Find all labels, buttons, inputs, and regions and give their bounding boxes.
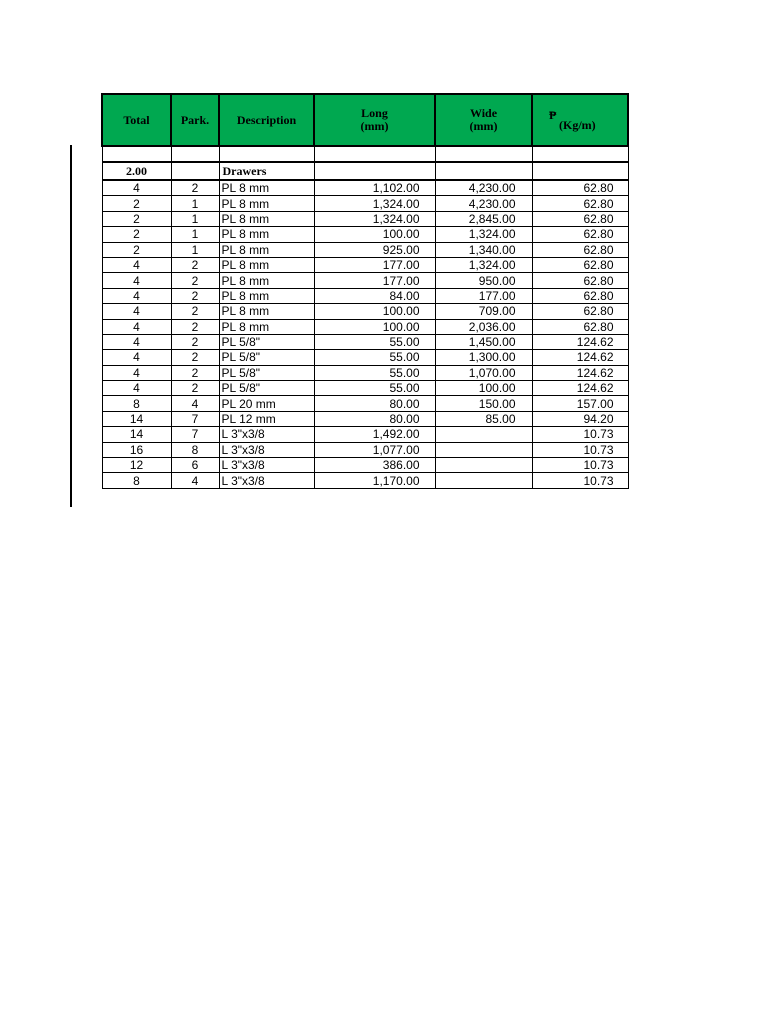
- cell-park: 1: [171, 196, 219, 211]
- cell-wide: 100.00: [435, 381, 532, 396]
- cell-weight: 10.73: [532, 427, 628, 442]
- cell-description: PL 5/8": [219, 381, 314, 396]
- cell-total: 2: [102, 227, 171, 242]
- cell-long: 80.00: [314, 396, 435, 411]
- cell-description: PL 8 mm: [219, 227, 314, 242]
- cell-weight: 124.62: [532, 350, 628, 365]
- header-long-unit: (mm): [360, 119, 389, 133]
- cell-long: 1,324.00: [314, 196, 435, 211]
- cell-long: 1,492.00: [314, 427, 435, 442]
- header-park: Park.: [171, 94, 219, 146]
- header-weight-unit: (Kg/m): [559, 117, 596, 132]
- cell-weight: 62.80: [532, 304, 628, 319]
- cell-park: 7: [171, 427, 219, 442]
- cell-long: 100.00: [314, 227, 435, 242]
- cell-park: 7: [171, 411, 219, 426]
- cell-total: 8: [102, 473, 171, 488]
- cell-description: PL 8 mm: [219, 288, 314, 303]
- table-row: [102, 473, 628, 488]
- left-margin-rule: [70, 145, 72, 507]
- cell-long: 80.00: [314, 411, 435, 426]
- cell-weight: 62.80: [532, 257, 628, 272]
- cell-total: 4: [102, 350, 171, 365]
- cell-weight: 157.00: [532, 396, 628, 411]
- cell-wide: [435, 442, 532, 457]
- cell-park: 6: [171, 458, 219, 473]
- cell-park: 1: [171, 211, 219, 226]
- cell-description: PL 8 mm: [219, 211, 314, 226]
- materials-table: [101, 93, 629, 489]
- cell-park: 2: [171, 288, 219, 303]
- table-row: [102, 304, 628, 319]
- cell-wide: 177.00: [435, 288, 532, 303]
- table-row: [102, 227, 628, 242]
- cell-park: 2: [171, 350, 219, 365]
- header-wide-unit: (mm): [469, 119, 498, 133]
- header-wide: [435, 94, 532, 146]
- cell-park: 2: [171, 304, 219, 319]
- table-row: [102, 458, 628, 473]
- cell-description: L 3"x3/8: [219, 473, 314, 488]
- cell-description: PL 5/8": [219, 365, 314, 380]
- cell-total: 4: [102, 257, 171, 272]
- cell-wide: 950.00: [435, 273, 532, 288]
- cell-weight: 62.80: [532, 180, 628, 196]
- cell-weight: 10.73: [532, 473, 628, 488]
- cell-description: PL 5/8": [219, 334, 314, 349]
- header-total: Total: [102, 94, 171, 146]
- table-row: [102, 334, 628, 349]
- table-row: [102, 365, 628, 380]
- cell-park: 1: [171, 242, 219, 257]
- table-row: [102, 242, 628, 257]
- cell-park: 1: [171, 227, 219, 242]
- table-row: [102, 273, 628, 288]
- table-row: [102, 381, 628, 396]
- cell-weight: 124.62: [532, 334, 628, 349]
- cell-park: 2: [171, 319, 219, 334]
- cell-description: PL 8 mm: [219, 242, 314, 257]
- cell-description: L 3"x3/8: [219, 427, 314, 442]
- cell-wide: 85.00: [435, 411, 532, 426]
- header-wide-label: Wide: [469, 106, 498, 120]
- cell-weight: 62.80: [532, 288, 628, 303]
- cell-description: PL 8 mm: [219, 319, 314, 334]
- cell-wide: 2,036.00: [435, 319, 532, 334]
- cell-wide: 1,324.00: [435, 227, 532, 242]
- cell-weight: 62.80: [532, 196, 628, 211]
- table-row: [102, 196, 628, 211]
- cell-wide: 4,230.00: [435, 196, 532, 211]
- cell-wide: 1,070.00: [435, 365, 532, 380]
- cell-weight: 10.73: [532, 458, 628, 473]
- cell-total: 16: [102, 442, 171, 457]
- cell-long: 177.00: [314, 273, 435, 288]
- table-row: [102, 411, 628, 426]
- cell-long: 84.00: [314, 288, 435, 303]
- spacer-row: [102, 146, 628, 162]
- header-row: [102, 94, 628, 146]
- cell-wide: 1,340.00: [435, 242, 532, 257]
- cell-weight: 62.80: [532, 319, 628, 334]
- cell-total: 4: [102, 288, 171, 303]
- cell-total: 12: [102, 458, 171, 473]
- cell-description: PL 20 mm: [219, 396, 314, 411]
- cell-weight: 62.80: [532, 242, 628, 257]
- cell-description: PL 12 mm: [219, 411, 314, 426]
- cell-park: 2: [171, 180, 219, 196]
- cell-long: 55.00: [314, 350, 435, 365]
- cell-total: 14: [102, 427, 171, 442]
- cell-wide: 709.00: [435, 304, 532, 319]
- cell-total: 4: [102, 273, 171, 288]
- cell-description: PL 8 mm: [219, 304, 314, 319]
- cell-long: 55.00: [314, 365, 435, 380]
- section-row: [102, 162, 628, 180]
- cell-park: 2: [171, 365, 219, 380]
- cell-total: 4: [102, 180, 171, 196]
- cell-wide: [435, 458, 532, 473]
- table-row: [102, 442, 628, 457]
- cell-description: L 3"x3/8: [219, 442, 314, 457]
- table-row: [102, 319, 628, 334]
- cell-long: 1,324.00: [314, 211, 435, 226]
- cell-long: 925.00: [314, 242, 435, 257]
- cell-wide: 1,324.00: [435, 257, 532, 272]
- header-long: [314, 94, 435, 146]
- cell-weight: 62.80: [532, 227, 628, 242]
- cell-total: 4: [102, 381, 171, 396]
- cell-description: PL 8 mm: [219, 257, 314, 272]
- cell-description: PL 5/8": [219, 350, 314, 365]
- section-number: 2.00: [102, 162, 171, 180]
- cell-long: 1,170.00: [314, 473, 435, 488]
- cell-total: 2: [102, 242, 171, 257]
- cell-wide: 4,230.00: [435, 180, 532, 196]
- cell-long: 177.00: [314, 257, 435, 272]
- table-row: [102, 350, 628, 365]
- cell-long: 55.00: [314, 381, 435, 396]
- cell-long: 100.00: [314, 319, 435, 334]
- cell-weight: 62.80: [532, 211, 628, 226]
- cell-weight: 124.62: [532, 365, 628, 380]
- cell-wide: [435, 427, 532, 442]
- cell-park: 2: [171, 334, 219, 349]
- cell-long: 55.00: [314, 334, 435, 349]
- table-row: [102, 396, 628, 411]
- cell-total: 2: [102, 211, 171, 226]
- cell-description: PL 8 mm: [219, 180, 314, 196]
- header-long-label: Long: [361, 106, 388, 120]
- section-name: Drawers: [219, 162, 314, 180]
- table-row: [102, 427, 628, 442]
- cell-long: 100.00: [314, 304, 435, 319]
- cell-park: 2: [171, 257, 219, 272]
- cell-total: 14: [102, 411, 171, 426]
- cell-total: 4: [102, 365, 171, 380]
- table-row: [102, 180, 628, 196]
- cell-total: 4: [102, 334, 171, 349]
- cell-total: 8: [102, 396, 171, 411]
- cell-park: 4: [171, 396, 219, 411]
- cell-park: 8: [171, 442, 219, 457]
- cell-wide: [435, 473, 532, 488]
- cell-description: PL 8 mm: [219, 273, 314, 288]
- cell-wide: 150.00: [435, 396, 532, 411]
- cell-weight: 124.62: [532, 381, 628, 396]
- cell-long: 1,102.00: [314, 180, 435, 196]
- cell-park: 2: [171, 381, 219, 396]
- table-row: [102, 288, 628, 303]
- cell-description: L 3"x3/8: [219, 458, 314, 473]
- cell-park: 4: [171, 473, 219, 488]
- cell-wide: 1,450.00: [435, 334, 532, 349]
- cell-total: 4: [102, 319, 171, 334]
- cell-long: 386.00: [314, 458, 435, 473]
- cell-weight: 62.80: [532, 273, 628, 288]
- cell-weight: 10.73: [532, 442, 628, 457]
- table-row: [102, 211, 628, 226]
- header-description: Description: [219, 94, 314, 146]
- cell-weight: 94.20: [532, 411, 628, 426]
- cell-park: 2: [171, 273, 219, 288]
- table-row: [102, 257, 628, 272]
- header-weight-symbol: ₱: [549, 107, 557, 122]
- cell-total: 4: [102, 304, 171, 319]
- cell-wide: 1,300.00: [435, 350, 532, 365]
- header-weight: [532, 94, 628, 146]
- cell-description: PL 8 mm: [219, 196, 314, 211]
- cell-wide: 2,845.00: [435, 211, 532, 226]
- cell-total: 2: [102, 196, 171, 211]
- cell-long: 1,077.00: [314, 442, 435, 457]
